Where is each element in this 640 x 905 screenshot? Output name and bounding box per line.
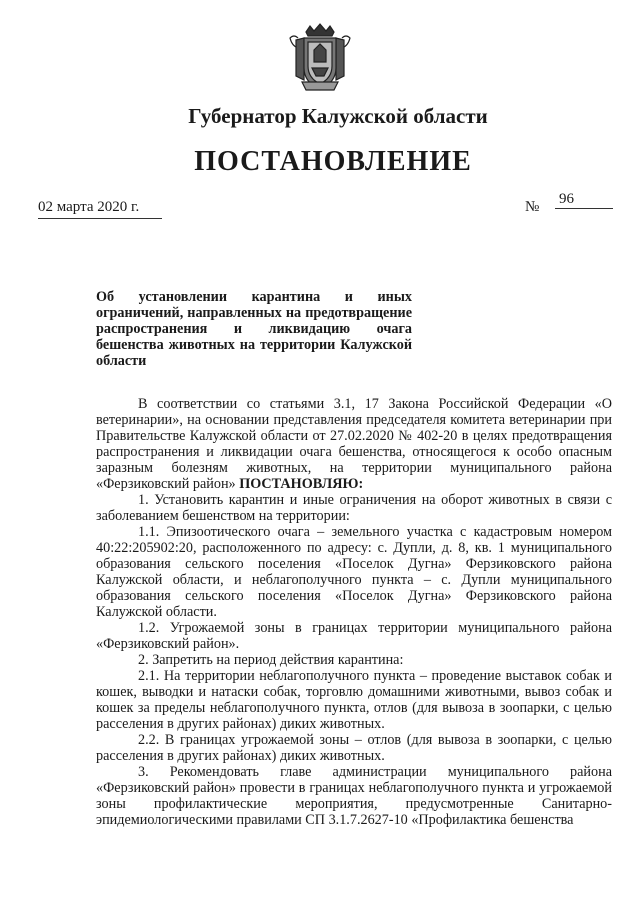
document-number-value: 96 <box>555 191 613 209</box>
document-type-heading: ПОСТАНОВЛЕНИЕ <box>194 146 472 177</box>
document-title <box>96 289 412 369</box>
coat-of-arms-emblem <box>284 22 356 94</box>
clause-2: 2. Запретить на период действия карантина: <box>138 652 404 668</box>
document-number-label: № <box>525 199 540 215</box>
clause-3: 3. Рекомендовать главе администрации муниципального района «Ферзиковский район» провести в границах неблагополучного пункта и угрожаемой зоны профилактические мероприятия, предусмотренные Санитарно-эпидемиологическими правилами СП 3.1.7.2627-10 «Профилактика бешенства <box>96 764 612 828</box>
preamble-paragraph <box>96 396 612 492</box>
decree-word: ПОСТАНОВЛЯЮ: <box>239 476 364 492</box>
issuing-authority: Губернатор Калужской области <box>188 104 488 128</box>
clause-1-1: 1.1. Эпизоотического очага – земельного участка с кадастровым номером 40:22:205902:20, расположенного по адресу: с. Дупли, д. 8, кв. 1 муниципального образования сельского поселения «Поселок Дугна» Ферзиковского района Калужской области, и неблагополучного пункта – с. Дупли муниципального образования сельского поселения «Поселок Дугна» Ферзиковского района Калужской области. <box>96 524 612 620</box>
document-title-text: Об установлении карантина и иных ограничений, направленных на предотвращение распространения и ликвидацию очага бешенства животных на территории Калужской области <box>96 289 412 369</box>
clause-2-2: 2.2. В границах угрожаемой зоны – отлов (для вывоза в зоопарки, с целью расселения в других районах) диких животных. <box>96 732 612 764</box>
document-body <box>96 396 612 828</box>
clause-1-2: 1.2. Угрожаемой зоны в границах территории муниципального района «Ферзиковский район». <box>96 620 612 652</box>
clause-1: 1. Установить карантин и иные ограничения на оборот животных в связи с заболеванием бешенством на территории: <box>96 492 612 524</box>
document-date: 02 марта 2020 г. <box>38 199 162 219</box>
preamble-text: В соответствии со статьями 3.1, 17 Закона Российской Федерации «О ветеринарии», на основании представления председателя комитета ветеринарии при Правительстве Калужской области от 27.02.2020 № 402-20 в целях предотвращения распространения и ликвидации очага бешенства, относящегося к особо опасным заразным болезням животных, на территории муниципального района «Ферзиковский район» <box>96 396 612 492</box>
clause-2-1: 2.1. На территории неблагополучного пункта – проведение выставок собак и кошек, выводки и натаски собак, торговлю домашними животными, вывоз собак и кошек за пределы неблагополучного пункта, отлов (для вывоза в зоопарки, с целью расселения в других районах) диких животных. <box>96 668 612 732</box>
